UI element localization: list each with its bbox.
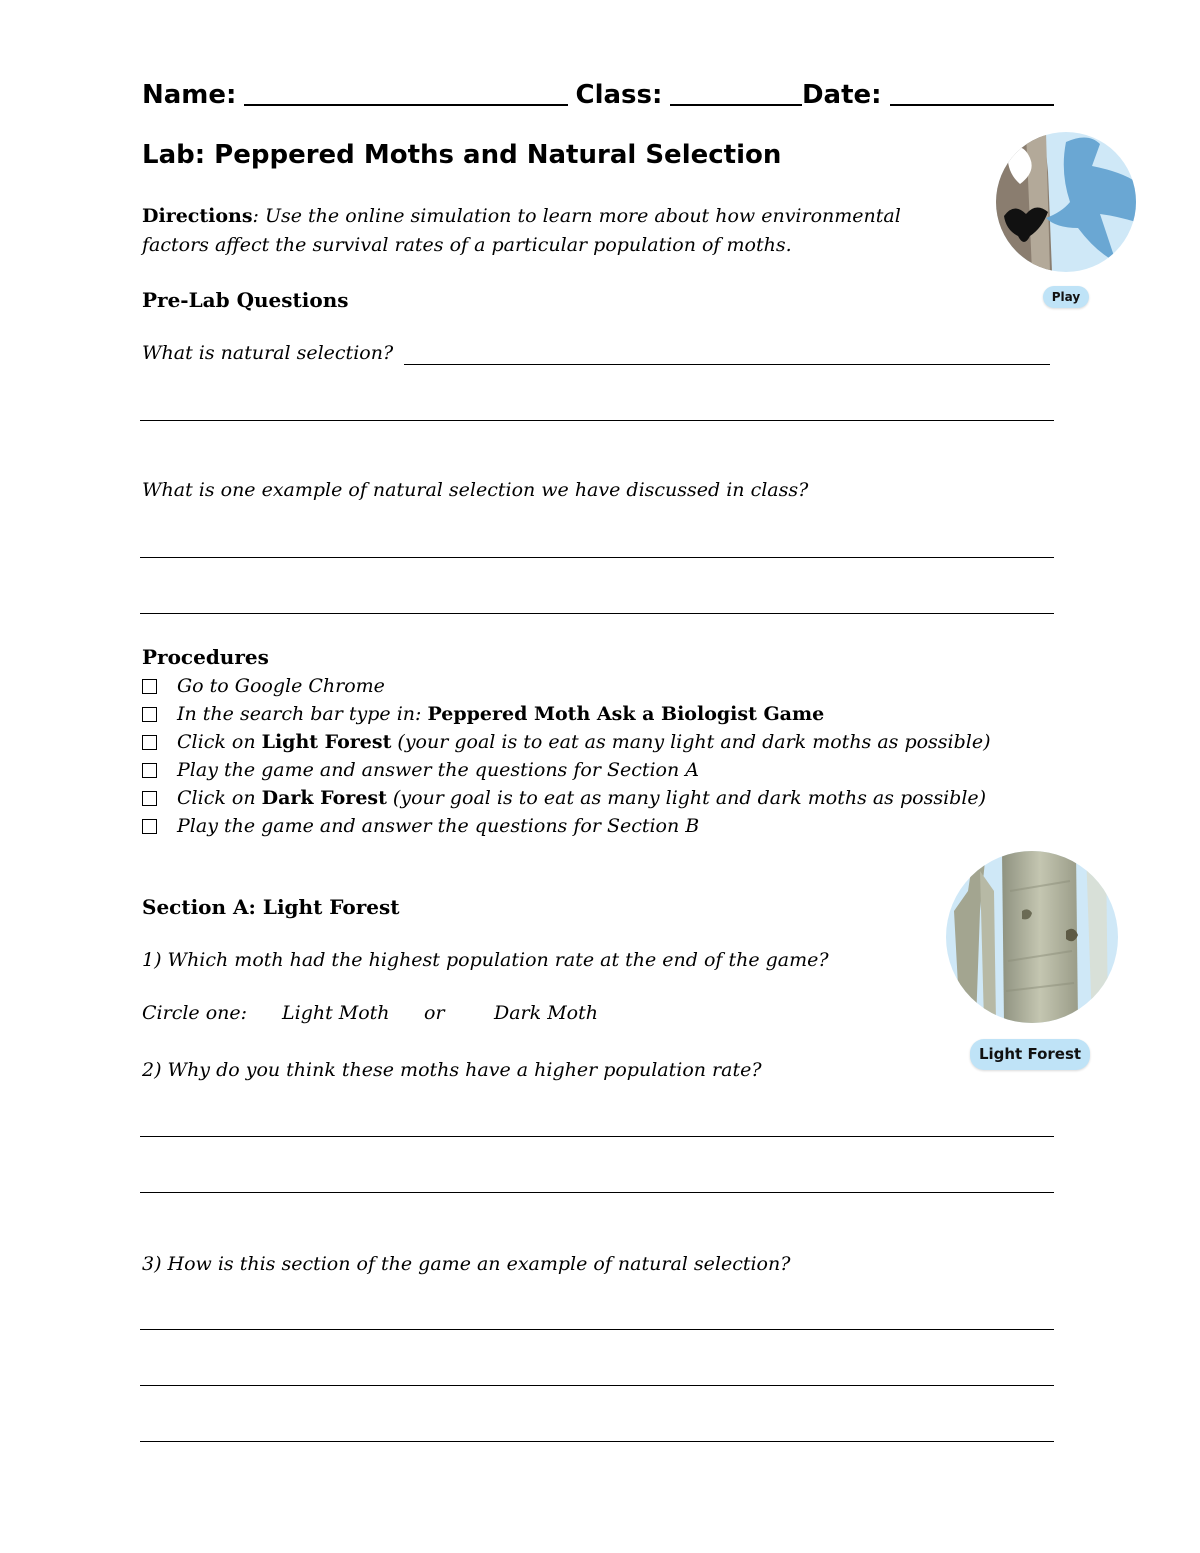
checkbox[interactable]	[142, 819, 157, 834]
item-text: Click on	[177, 731, 262, 753]
answer-line[interactable]	[140, 557, 1054, 558]
prelab-heading: Pre-Lab Questions	[142, 288, 349, 312]
class-label: Class:	[575, 80, 663, 110]
checkbox[interactable]	[142, 791, 157, 806]
checklist-item	[142, 812, 991, 840]
class-field[interactable]	[670, 78, 802, 106]
checkbox[interactable]	[142, 679, 157, 694]
answer-line[interactable]	[140, 1136, 1054, 1137]
or-label: or	[424, 1002, 445, 1024]
name-label: Name:	[142, 80, 237, 110]
item-bold-text: Peppered Moth Ask a Biologist Game	[427, 703, 825, 725]
answer-line[interactable]	[140, 420, 1054, 421]
item-text: In the search bar type in:	[177, 703, 428, 725]
date-label: Date:	[801, 80, 882, 110]
item-bold-text: Light Forest	[261, 731, 392, 753]
item-text: (your goal is to eat as many light and dark moths as possible)	[386, 787, 987, 809]
checklist-item	[142, 784, 991, 812]
checklist-item	[142, 672, 991, 700]
name-field[interactable]	[244, 78, 567, 106]
item-bold-text: Dark Forest	[261, 787, 387, 809]
circle-one-label: Circle one:	[142, 1002, 248, 1024]
game-logo-icon	[996, 132, 1136, 272]
section-a-question-2: 2) Why do you think these moths have a higher population rate?	[142, 1059, 762, 1081]
date-field[interactable]	[890, 78, 1054, 106]
prelab-question-2: What is one example of natural selection we have discussed in class?	[142, 479, 809, 501]
page-title: Lab: Peppered Moths and Natural Selection	[142, 140, 782, 170]
directions-text: : Use the online simulation to learn more about how environmental factors affect the survival rates of a particular population of moths.	[142, 205, 901, 256]
light-forest-image	[946, 851, 1118, 1023]
checkbox[interactable]	[142, 763, 157, 778]
play-button[interactable]: Play	[1043, 286, 1089, 308]
section-a-question-1: 1) Which moth had the highest population rate at the end of the game?	[142, 949, 829, 971]
procedures-heading: Procedures	[142, 645, 269, 669]
section-a-question-3: 3) How is this section of the game an example of natural selection?	[142, 1253, 791, 1275]
checklist-item	[142, 756, 991, 784]
checkbox[interactable]	[142, 735, 157, 750]
answer-line[interactable]	[404, 364, 1050, 365]
answer-line[interactable]	[140, 1329, 1054, 1330]
answer-line[interactable]	[140, 1441, 1054, 1442]
answer-line[interactable]	[140, 1192, 1054, 1193]
option-dark-moth[interactable]: Dark Moth	[494, 1002, 598, 1024]
procedures-list	[142, 672, 991, 840]
light-forest-button[interactable]: Light Forest	[970, 1039, 1090, 1070]
checkbox[interactable]	[142, 707, 157, 722]
item-text: (your goal is to eat as many light and dark moths as possible)	[391, 731, 991, 753]
prelab-question-1: What is natural selection?	[142, 342, 394, 364]
section-a-heading: Section A: Light Forest	[142, 895, 400, 919]
item-text: Play the game and answer the questions for Section B	[177, 815, 700, 837]
directions-label: Directions	[142, 205, 253, 227]
item-text: Click on	[177, 787, 262, 809]
checklist-item	[142, 700, 991, 728]
answer-line[interactable]	[140, 1385, 1054, 1386]
option-light-moth[interactable]: Light Moth	[282, 1002, 390, 1024]
answer-line[interactable]	[140, 613, 1054, 614]
directions	[142, 202, 942, 260]
header-fields	[142, 74, 1054, 110]
item-text: Go to Google Chrome	[177, 675, 385, 697]
checklist-item	[142, 728, 991, 756]
item-text: Play the game and answer the questions for Section A	[177, 759, 699, 781]
